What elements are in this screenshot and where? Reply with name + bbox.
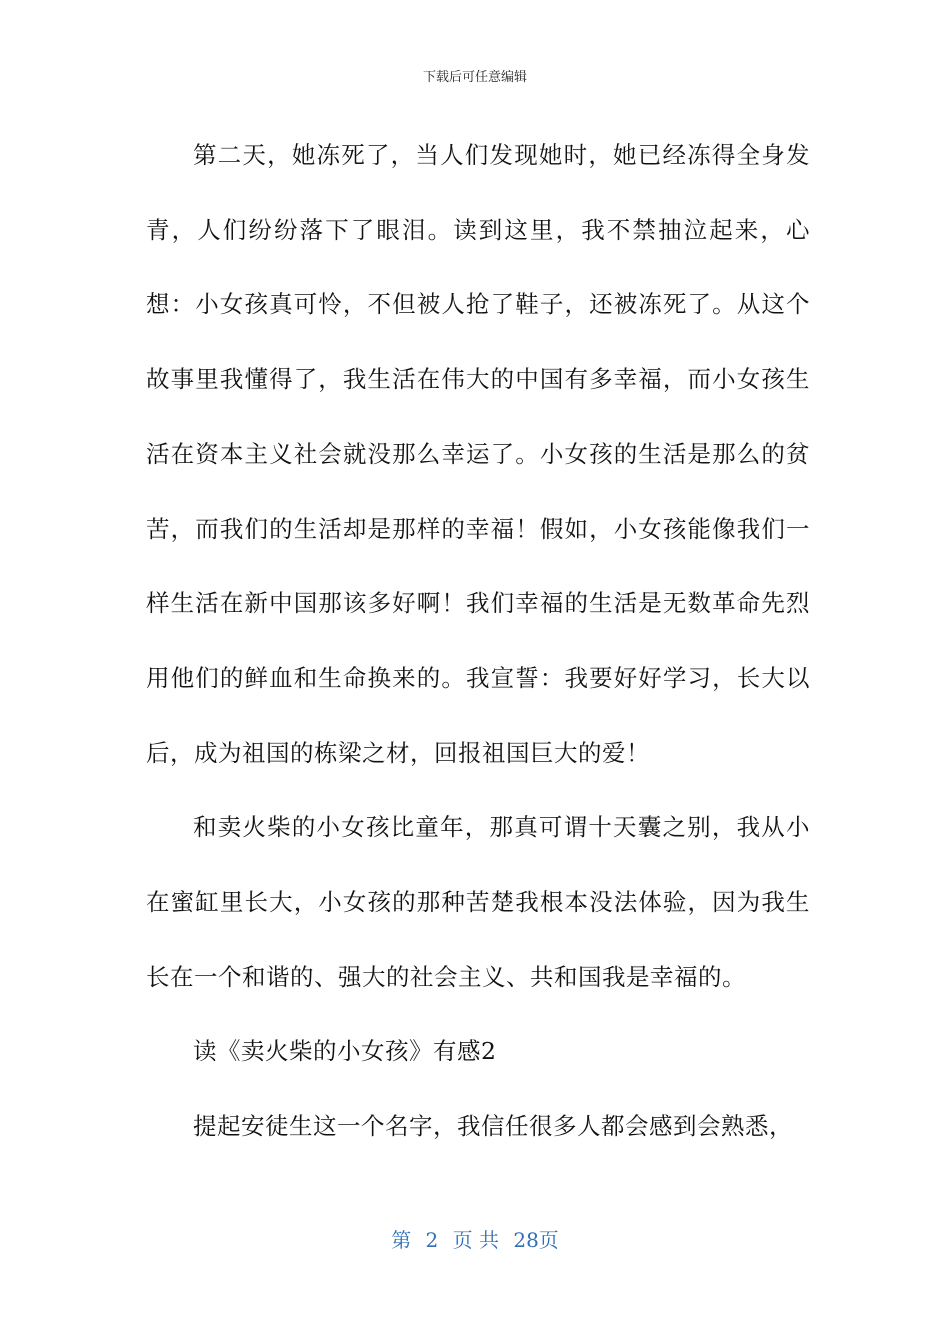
footer-prefix: 第 [391,1228,412,1252]
footer-page-number: 2 [425,1228,439,1252]
footer-middle: 页 共 [452,1228,499,1252]
page-header: 下载后可任意编辑 [422,70,527,85]
paragraph: 提起安徒生这一个名字，我信任很多人都会感到会熟悉， [193,1112,793,1141]
paragraph: 第二天，她冻死了，当人们发现她时，她已经冻得全身发青，人们纷纷落下了眼泪。读到这里，我不禁抽泣起来，心想：小女孩真可怜，不但被人抢了鞋子，还被冻死了。从这个故事里我懂得了，我生活在伟大的中国有多幸福，而小女孩生活在资本主义社会就没那么幸运了。小女孩的生活是那么的贫苦，而我们的生活却是那样的幸福！假如，小女孩能像我们一样生活在新中国那该多好啊！我们幸福的生活是无数革命先烈用他们的鲜血和生命换来的。我宣誓：我要好好学习，长大以后，成为祖国的栋梁之材，回报祖国巨大的爱！ [146,141,810,767]
footer-total-pages: 28页 [513,1228,559,1252]
page-footer [0,1224,950,1253]
section-heading: 读《卖火柴的小女孩》有感2 [193,1037,497,1066]
document-body [146,118,810,1164]
paragraph: 和卖火柴的小女孩比童年，那真可谓十天囊之别，我从小在蜜缸里长大，小女孩的那种苦楚我根本没法体验，因为我生长在一个和谐的、强大的社会主义、共和国我是幸福的。 [146,813,810,991]
